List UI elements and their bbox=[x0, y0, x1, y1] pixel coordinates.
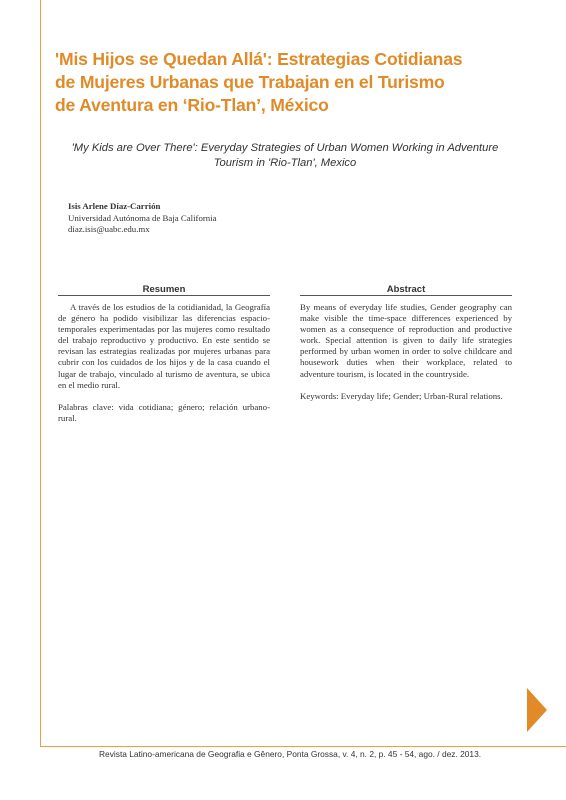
next-page-arrow-icon[interactable] bbox=[527, 688, 547, 732]
abstract-body: By means of everyday life studies, Gender geography can make visible the time-space differences experienced by women as a consequence of reproduction and productive work. Special attention is given to daily life strategies performed by urban women in order to solve childcare and housework duties when their workplace, related to adventure tourism, is located in the countryside. bbox=[300, 302, 512, 379]
abstract-section bbox=[300, 302, 512, 413]
footer-rule bbox=[40, 746, 566, 747]
article-subtitle: 'My Kids are Over There': Everyday Strategies of Urban Women Working in Adventure Tourism in 'Rio-Tlan', Mexico bbox=[71, 142, 499, 169]
article-title: 'Mis Hijos se Quedan Allá': Estrategias Cotidianas de Mujeres Urbanas que Trabajan en el Turismo de Aventura en ‘Rio-Tlan’, México bbox=[55, 49, 463, 115]
resumen-heading-rule bbox=[58, 295, 270, 296]
author-email: diaz.isis@uabc.edu.mx bbox=[68, 224, 150, 234]
resumen-body: A través de los estudios de la cotidianidad, la Geografía de género ha podido visibilizar las diferencias espacio-temporales experimentadas por las mujeres como resultado del trabajo reproductivo y productivo. En este sentido se revisan las estrategias realizadas por mujeres urbanas para cubrir con los cuidados de los hijos y de la casa cuando el lugar de trabajo, vinculado al turismo de aventura, se ubica en el medio rural. bbox=[58, 302, 270, 390]
footer-citation: Revista Latino-americana de Geografia e Gênero, Ponta Grossa, v. 4, n. 2, p. 45 - 54, ago. / dez. 2013. bbox=[99, 749, 482, 759]
resumen-keywords: Palabras clave: vida cotidiana; género; relación urbano-rural. bbox=[58, 401, 270, 423]
abstract-heading: Abstract bbox=[386, 284, 426, 295]
left-margin-rule bbox=[40, 0, 41, 746]
abstract-heading-rule bbox=[300, 295, 512, 296]
author-block bbox=[68, 201, 217, 236]
author-affiliation: Universidad Autónoma de Baja California bbox=[68, 212, 217, 223]
abstract-keywords: Keywords: Everyday life; Gender; Urban-Rural relations. bbox=[300, 390, 503, 401]
resumen-section bbox=[58, 302, 270, 435]
author-name: Isis Arlene Díaz-Carrión bbox=[68, 201, 161, 211]
resumen-heading: Resumen bbox=[142, 284, 186, 295]
